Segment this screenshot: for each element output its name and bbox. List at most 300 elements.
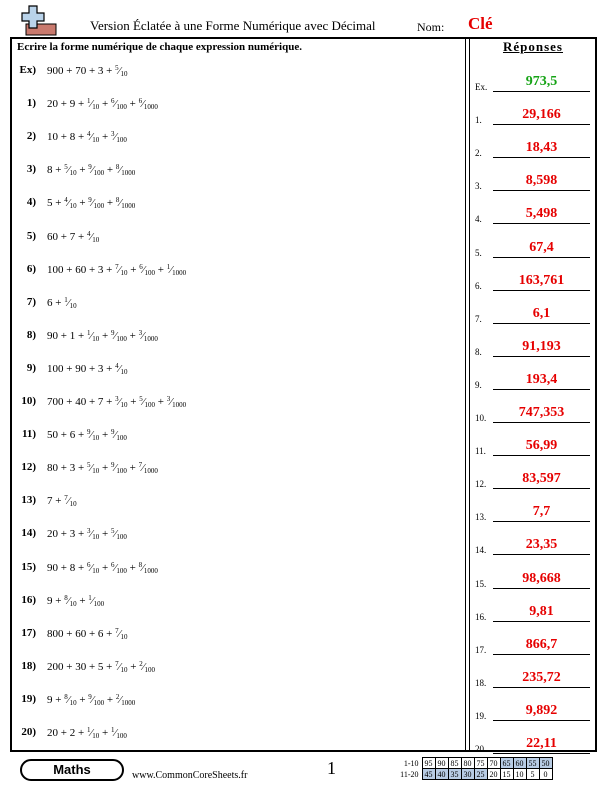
- problem-row: [0, 527, 460, 547]
- answer-row: [473, 467, 593, 489]
- score-cell: 35: [448, 769, 461, 780]
- answer-row: [473, 136, 593, 158]
- fraction: $^1⁄_{100}$: [88, 593, 105, 608]
- answer-row: [473, 666, 593, 688]
- answer-value: 98,668: [522, 570, 561, 586]
- plus-logo-icon: [16, 4, 58, 36]
- fraction-numerator: 8: [138, 560, 143, 569]
- answer-label: 1.: [475, 115, 482, 126]
- answer-label: 12.: [475, 479, 487, 490]
- problem-whole-part: 700 + 40 + 7: [47, 396, 104, 408]
- answer-label: 11.: [475, 446, 486, 457]
- score-cell: 55: [526, 758, 539, 769]
- problem-row: [0, 196, 460, 216]
- answer-line: [493, 621, 590, 622]
- fraction-denominator: 10: [120, 70, 128, 78]
- answer-row: [473, 103, 593, 125]
- problem-expression: $8 + ^5⁄_{10}$ + $^9⁄_{100}$ + $^8⁄_{1000}$: [47, 163, 136, 178]
- fraction: $^3⁄_{1000}$: [166, 395, 187, 409]
- score-cell: 60: [513, 758, 526, 769]
- problem-whole-part: 90 + 8: [47, 561, 76, 574]
- problem-number: 2): [26, 130, 36, 143]
- worksheet-title: Version Éclatée à une Forme Numérique avec Décimal: [90, 18, 376, 33]
- score-cell: 80: [461, 758, 474, 769]
- problem-expression: $20 + 3 + ^3⁄_{10}$ + $^5⁄_{100}$: [47, 527, 127, 542]
- score-cell: 25: [474, 769, 487, 780]
- problem-number: 13): [21, 494, 36, 507]
- problem-expression: $9 + ^8⁄_{10}$ + $^9⁄_{100}$ + $^2⁄_{1000}$: [47, 692, 136, 707]
- score-row: [392, 769, 552, 780]
- fraction: $^7⁄_{10}$: [115, 659, 128, 674]
- problem-row: [0, 64, 460, 84]
- fraction: $^9⁄_{100}$: [88, 196, 105, 211]
- fraction-denominator: 10: [69, 500, 77, 509]
- problem-row: [0, 395, 460, 415]
- fraction-denominator: 10: [120, 367, 128, 376]
- problem-row: [0, 660, 460, 680]
- fraction-denominator: 100: [144, 401, 156, 409]
- score-cell: 10: [513, 769, 526, 780]
- answer-row: [473, 633, 593, 655]
- fraction: $^8⁄_{1000}$: [138, 560, 158, 575]
- fraction-denominator: 100: [144, 268, 156, 277]
- fraction: $^6⁄_{1000}$: [138, 97, 158, 112]
- fraction-denominator: 10: [92, 467, 100, 476]
- problem-row: [0, 97, 460, 117]
- fraction-numerator: 2: [139, 659, 143, 668]
- fraction-denominator: 100: [116, 103, 127, 112]
- problem-row: [0, 726, 460, 746]
- fraction: $^1⁄_{10}$: [64, 295, 77, 310]
- score-cell: 30: [461, 769, 474, 780]
- fraction-numerator: 7: [64, 494, 68, 503]
- fraction-numerator: 1: [86, 97, 91, 106]
- fraction: $^3⁄_{100}$: [111, 130, 127, 145]
- fraction: $^3⁄_{10}$: [86, 527, 100, 542]
- answer-label: 20.: [475, 744, 487, 754]
- fraction: $^7⁄_{10}$: [64, 494, 77, 509]
- score-cell: 75: [474, 758, 487, 769]
- answer-line: [493, 157, 590, 158]
- problem-row: [0, 428, 460, 448]
- answer-value: 8,598: [525, 173, 558, 189]
- answer-line: [493, 290, 590, 291]
- score-cell: 45: [422, 769, 435, 780]
- fraction-denominator: 10: [120, 401, 128, 409]
- fraction-numerator: 1: [166, 262, 171, 271]
- fraction: $^8⁄_{1000}$: [115, 196, 136, 211]
- answer-line: [493, 753, 590, 754]
- problem-expression: $200 + 30 + 5 + ^7⁄_{10}$ + $^2⁄_{100}$: [47, 659, 156, 674]
- answer-label: 8.: [475, 346, 482, 357]
- answer-label: 4.: [475, 214, 482, 225]
- fraction-denominator: 1000: [143, 103, 158, 112]
- answer-value: 9,892: [525, 702, 558, 718]
- problem-whole-part: 9: [47, 594, 53, 607]
- answer-line: [493, 124, 590, 125]
- fraction-denominator: 10: [92, 103, 100, 112]
- problem-expression: $9 + ^8⁄_{10}$ + $^1⁄_{100}$: [47, 593, 105, 608]
- score-cell: 40: [435, 769, 448, 780]
- problem-row: [0, 296, 460, 316]
- answer-line: [493, 190, 590, 191]
- fraction-denominator: 10: [92, 434, 100, 443]
- problem-row: [0, 362, 460, 382]
- fraction: $^2⁄_{100}$: [139, 659, 156, 674]
- answer-value: 83,597: [522, 471, 561, 487]
- problem-number: 20): [21, 726, 36, 738]
- answer-value: 67,4: [529, 239, 554, 255]
- fraction: $^9⁄_{100}$: [111, 461, 127, 476]
- problem-expression: $800 + 60 + 6 + ^7⁄_{10}$: [47, 626, 128, 641]
- fraction: $^1⁄_{10}$: [86, 328, 100, 343]
- answer-line: [493, 588, 590, 589]
- answer-row: [473, 699, 593, 721]
- problem-number: 18): [21, 659, 36, 672]
- fraction: $^1⁄_{10}$: [86, 97, 100, 112]
- problem-whole-part: 20 + 2: [47, 727, 76, 739]
- score-cell: 95: [422, 758, 435, 769]
- fraction-numerator: 9: [88, 692, 92, 701]
- score-cell: 50: [539, 758, 552, 769]
- answer-line: [493, 488, 590, 489]
- score-cell: 85: [448, 758, 461, 769]
- fraction-denominator: 100: [144, 665, 156, 674]
- fraction-numerator: 1: [86, 328, 91, 337]
- answer-value: 235,72: [522, 669, 561, 685]
- fraction-denominator: 1000: [143, 467, 158, 476]
- problem-number: 16): [21, 593, 36, 606]
- problem-whole-part: 800 + 60 + 6: [47, 627, 104, 640]
- fraction-numerator: 1: [86, 726, 91, 734]
- answer-row: [473, 600, 593, 622]
- fraction-numerator: 6: [111, 560, 115, 569]
- answer-value: 7,7: [532, 504, 551, 520]
- problem-number: 14): [21, 527, 36, 540]
- answer-line: [493, 687, 590, 688]
- problem-number: 15): [21, 560, 36, 573]
- fraction: $^9⁄_{100}$: [88, 163, 105, 178]
- fraction: $^7⁄_{10}$: [115, 262, 128, 277]
- problem-row: [0, 230, 460, 250]
- answer-value: 5,498: [525, 206, 558, 222]
- problem-row: [0, 163, 460, 183]
- score-row-label: 1-10: [403, 758, 419, 768]
- name-value: Clé: [468, 14, 493, 33]
- fraction: $^4⁄_{10}$: [64, 196, 77, 211]
- answer-column-divider: [465, 37, 470, 752]
- answer-line: [493, 720, 590, 721]
- problem-expression: $90 + 1 + ^1⁄_{10}$ + $^9⁄_{100}$ + $^3⁄_{1000}$: [47, 328, 158, 343]
- fraction: $^4⁄_{10}$: [86, 130, 100, 145]
- site-url: www.CommonCoreSheets.fr: [132, 770, 248, 781]
- answer-value: 973,5: [525, 74, 558, 89]
- answer-label: 6.: [475, 280, 482, 291]
- problem-row: [0, 329, 460, 349]
- fraction-denominator: 1000: [121, 698, 136, 707]
- fraction: $^4⁄_{10}$: [115, 361, 128, 376]
- fraction-numerator: 9: [86, 428, 91, 437]
- problem-whole-part: 100 + 90 + 3: [47, 362, 104, 375]
- problem-number: 11): [21, 428, 36, 441]
- answer-label: 19.: [475, 710, 487, 721]
- problem-expression: $5 + ^4⁄_{10}$ + $^9⁄_{100}$ + $^8⁄_{1000}$: [47, 196, 136, 211]
- problem-whole-part: 100 + 60 + 3: [47, 263, 104, 276]
- fraction: $^1⁄_{1000}$: [166, 262, 187, 277]
- answer-line: [493, 654, 590, 655]
- problem-expression: $100 + 60 + 3 + ^7⁄_{10}$ + $^6⁄_{100}$ + $^1⁄_{1000}$: [47, 262, 187, 277]
- fraction-denominator: 1000: [172, 401, 187, 409]
- fraction: $^5⁄_{100}$: [111, 527, 127, 542]
- problem-whole-part: 80 + 3: [47, 462, 76, 475]
- fraction-denominator: 10: [92, 732, 100, 740]
- problem-whole-part: 8: [47, 164, 53, 177]
- fraction-numerator: 3: [86, 527, 91, 536]
- fraction-denominator: 10: [92, 136, 100, 145]
- answer-value: 29,166: [522, 107, 561, 123]
- fraction: $^6⁄_{100}$: [111, 560, 127, 575]
- score-cell: 90: [435, 758, 448, 769]
- fraction: $^7⁄_{10}$: [115, 626, 128, 641]
- fraction-denominator: 1000: [143, 334, 158, 343]
- problem-number: 17): [21, 626, 36, 639]
- fraction: $^9⁄_{100}$: [111, 328, 127, 343]
- fraction-numerator: 8: [115, 196, 120, 205]
- fraction: $^8⁄_{10}$: [64, 593, 77, 608]
- answer-line: [493, 323, 590, 324]
- problem-row: [0, 130, 460, 150]
- fraction-numerator: 5: [111, 527, 115, 536]
- fraction-numerator: 6: [86, 560, 91, 569]
- fraction: $^2⁄_{1000}$: [115, 692, 136, 707]
- fraction: $^5⁄_{10}$: [86, 461, 100, 476]
- problem-number: 7): [26, 295, 36, 308]
- problem-row: [0, 693, 460, 713]
- problem-expression: $60 + 7 + ^4⁄_{10}$: [47, 229, 100, 244]
- fraction-numerator: 5: [64, 163, 68, 172]
- fraction-numerator: 9: [111, 428, 115, 437]
- problem-whole-part: 50 + 6: [47, 429, 76, 442]
- answer-value: 22,11: [526, 736, 557, 751]
- fraction-denominator: 10: [69, 599, 77, 608]
- answer-row: [473, 401, 593, 423]
- fraction-numerator: 3: [111, 130, 115, 139]
- problem-number: 4): [26, 196, 36, 209]
- subject-badge: Maths: [20, 759, 124, 781]
- problem-expression: $6 + ^1⁄_{10}$: [47, 295, 77, 310]
- fraction-denominator: 100: [116, 533, 127, 542]
- answer-row: [473, 202, 593, 224]
- fraction-denominator: 10: [120, 665, 128, 674]
- fraction: $^8⁄_{10}$: [64, 692, 77, 707]
- answer-label: 15.: [475, 578, 487, 589]
- answer-value: 193,4: [525, 371, 558, 387]
- fraction: $^9⁄_{10}$: [86, 428, 100, 443]
- fraction-numerator: 8: [64, 692, 68, 701]
- answer-label: 14.: [475, 545, 487, 556]
- problem-row: [0, 594, 460, 614]
- fraction-denominator: 10: [120, 268, 128, 277]
- answer-value: 18,43: [525, 140, 558, 156]
- fraction-numerator: 5: [86, 461, 91, 470]
- fraction-denominator: 10: [92, 334, 100, 343]
- fraction: $^9⁄_{100}$: [111, 428, 127, 443]
- answer-label: 18.: [475, 677, 487, 688]
- fraction-numerator: 4: [86, 229, 91, 238]
- fraction-numerator: 1: [88, 593, 92, 602]
- answer-row: [473, 732, 593, 754]
- fraction-denominator: 10: [92, 235, 100, 244]
- problem-number: 10): [21, 395, 36, 407]
- fraction: $^6⁄_{100}$: [111, 97, 127, 112]
- fraction-numerator: 2: [115, 692, 120, 701]
- answer-value: 9,81: [529, 603, 554, 619]
- fraction-numerator: 8: [115, 163, 120, 172]
- score-cell: 5: [526, 769, 539, 780]
- fraction-numerator: 5: [139, 395, 143, 403]
- fraction: $^3⁄_{1000}$: [138, 328, 158, 343]
- problem-expression: $80 + 3 + ^5⁄_{10}$ + $^9⁄_{100}$ + $^7⁄_{1000}$: [47, 461, 158, 476]
- fraction-denominator: 10: [69, 698, 77, 707]
- answer-row: [473, 567, 593, 589]
- fraction-numerator: 1: [64, 295, 68, 304]
- name-label: Nom:: [417, 20, 445, 34]
- answer-value: 747,353: [518, 405, 565, 420]
- fraction-denominator: 100: [116, 334, 127, 343]
- fraction-numerator: 8: [64, 593, 68, 602]
- fraction-denominator: 1000: [143, 566, 158, 575]
- problem-number: 5): [26, 229, 36, 242]
- problem-expression: $90 + 8 + ^6⁄_{10}$ + $^6⁄_{100}$ + $^8⁄_{1000}$: [47, 560, 158, 575]
- page-number: 1: [327, 758, 336, 778]
- fraction-denominator: 10: [69, 301, 77, 310]
- answer-label: 10.: [475, 413, 487, 423]
- score-cell: 65: [500, 758, 513, 769]
- fraction-denominator: 10: [69, 202, 77, 211]
- fraction-denominator: 1000: [121, 169, 136, 178]
- fraction-denominator: 10: [69, 169, 77, 178]
- fraction-denominator: 1000: [121, 202, 136, 211]
- answer-line: [493, 389, 590, 390]
- answer-line: [493, 455, 590, 456]
- score-cell: 0: [539, 769, 552, 780]
- problem-expression: $20 + 9 + ^1⁄_{10}$ + $^6⁄_{100}$ + $^6⁄_{1000}$: [47, 97, 158, 112]
- fraction-denominator: 10: [120, 632, 128, 641]
- fraction-denominator: 100: [93, 698, 105, 707]
- problem-row: [0, 461, 460, 481]
- problem-number: 19): [21, 692, 36, 705]
- fraction-numerator: 5: [115, 64, 119, 72]
- problem-whole-part: 6: [47, 296, 53, 309]
- fraction: $^4⁄_{10}$: [86, 229, 100, 244]
- problem-row: [0, 263, 460, 283]
- fraction-denominator: 100: [116, 136, 127, 145]
- score-cell: 70: [487, 758, 500, 769]
- answer-label: 5.: [475, 247, 482, 258]
- answer-row: [473, 335, 593, 357]
- problem-whole-part: 7: [47, 495, 53, 508]
- answer-row: [473, 269, 593, 291]
- fraction-denominator: 1000: [172, 268, 187, 277]
- problem-expression: $700 + 40 + 7 + ^3⁄_{10}$ + $^5⁄_{100}$ + $^3⁄_{1000}$: [47, 395, 187, 409]
- fraction: $^8⁄_{1000}$: [115, 163, 136, 178]
- fraction-numerator: 1: [111, 726, 115, 734]
- answer-line: [493, 223, 590, 224]
- answer-value: 23,35: [525, 537, 558, 553]
- fraction-numerator: 6: [111, 97, 115, 106]
- fraction-denominator: 10: [92, 533, 100, 542]
- fraction-numerator: 6: [138, 97, 143, 106]
- answer-label: 16.: [475, 611, 487, 622]
- problem-number: 12): [21, 461, 36, 474]
- fraction-numerator: 7: [115, 262, 119, 271]
- fraction-numerator: 4: [86, 130, 91, 139]
- answer-line: [493, 356, 590, 357]
- problem-expression: $7 + ^7⁄_{10}$: [47, 494, 77, 509]
- answer-label: 7.: [475, 313, 482, 324]
- problem-expression: $100 + 90 + 3 + ^4⁄_{10}$: [47, 361, 128, 376]
- score-table: [392, 757, 553, 780]
- problem-number: 8): [26, 328, 36, 341]
- fraction-denominator: 100: [93, 169, 105, 178]
- answer-line: [493, 521, 590, 522]
- fraction-numerator: 4: [64, 196, 68, 205]
- instructions: Ecrire la forme numérique de chaque expression numérique.: [17, 41, 302, 53]
- problem-expression: $10 + 8 + ^4⁄_{10}$ + $^3⁄_{100}$: [47, 130, 127, 145]
- fraction-denominator: 100: [116, 732, 127, 740]
- fraction: $^1⁄_{10}$: [86, 726, 100, 740]
- problem-whole-part: 9: [47, 693, 53, 706]
- answers-header: Réponses: [502, 39, 563, 54]
- answer-value: 91,193: [522, 338, 561, 354]
- answer-row: [473, 236, 593, 258]
- problem-number: 9): [26, 361, 36, 374]
- answer-row: [473, 70, 593, 92]
- answer-line: [493, 422, 590, 423]
- fraction: $^5⁄_{10}$: [115, 64, 128, 78]
- problem-number: Ex): [19, 64, 36, 76]
- problem-whole-part: 10 + 8: [47, 131, 76, 144]
- answer-value: 6,1: [532, 305, 551, 321]
- problem-whole-part: 900 + 70 + 3: [47, 65, 104, 77]
- fraction-numerator: 3: [115, 395, 119, 403]
- problem-whole-part: 90 + 1: [47, 329, 76, 342]
- answer-line: [493, 257, 590, 258]
- answer-label: 9.: [475, 379, 482, 390]
- problem-row: [0, 561, 460, 581]
- fraction-denominator: 100: [93, 599, 105, 608]
- problem-expression: $50 + 6 + ^9⁄_{10}$ + $^9⁄_{100}$: [47, 428, 127, 443]
- fraction-denominator: 100: [116, 434, 127, 443]
- answer-value: 163,761: [518, 272, 565, 288]
- answer-line: [493, 91, 590, 92]
- fraction-denominator: 100: [116, 467, 127, 476]
- fraction: $^5⁄_{100}$: [139, 395, 156, 409]
- answer-line: [493, 554, 590, 555]
- fraction-denominator: 100: [93, 202, 105, 211]
- score-cell: 20: [487, 769, 500, 780]
- answer-label: Ex.: [475, 82, 488, 92]
- answer-value: 866,7: [525, 636, 558, 652]
- problem-whole-part: 200 + 30 + 5: [47, 660, 104, 673]
- fraction-numerator: 3: [138, 328, 143, 337]
- answer-row: [473, 368, 593, 390]
- fraction-numerator: 4: [115, 361, 119, 370]
- fraction-denominator: 100: [116, 566, 127, 575]
- fraction-numerator: 9: [111, 461, 115, 470]
- problem-row: [0, 494, 460, 514]
- problem-whole-part: 20 + 9: [47, 98, 76, 111]
